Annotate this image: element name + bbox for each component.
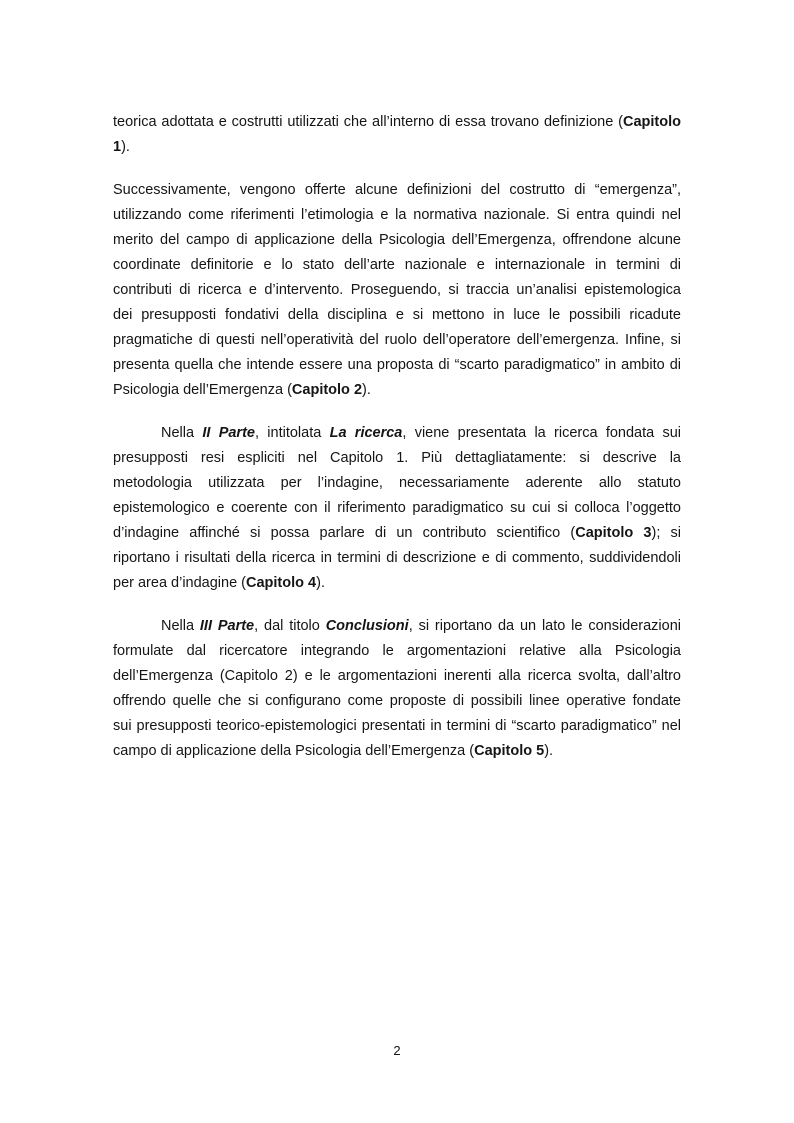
text-run: ). [362, 382, 371, 398]
text-run: per area d’indagine ( [113, 575, 247, 591]
text-line: offrendo quelle che si configurano come proposte di possibili linee operative fondate [113, 693, 681, 709]
text-run: Psicologia dell’Emergenza ( [113, 382, 292, 398]
bold-italic-text: Conclusioni [325, 618, 409, 634]
text-line [113, 571, 681, 596]
bold-italic-text: III Parte [199, 618, 255, 634]
text-line [113, 135, 681, 160]
text-line [113, 378, 681, 403]
text-run: teorica adottata e costrutti utilizzati che all’interno di essa trovano definizione ( [113, 114, 623, 130]
bold-text: Capitolo 2 [291, 382, 363, 398]
text-run: Nella [161, 618, 200, 634]
bold-italic-text: II Parte [202, 425, 255, 441]
bold-text: Capitolo [623, 114, 681, 130]
text-run: , intitolata [254, 425, 330, 441]
text-run: ). [544, 743, 554, 759]
text-line: contributi di ricerca e d’intervento. Proseguendo, si traccia un’analisi epistemologica [113, 282, 681, 298]
paragraph [113, 614, 681, 764]
text-line: epistemologico e coerente con il riferimento paradigmatico su cui si colloca l’oggetto [113, 500, 681, 516]
text-run: , viene presentata la ricerca fondata sui [402, 425, 682, 441]
text-line: presenta quella che intende essere una proposta di “scarto paradigmatico” in ambito di [113, 357, 681, 373]
text-line: metodologia utilizzata per l’indagine, necessariamente aderente allo statuto [113, 475, 681, 491]
bold-text: Capitolo 5 [474, 743, 545, 759]
text-run: d’indagine affinché si possa parlare di un contributo scientifico ( [113, 525, 576, 541]
text-line: pragmatiche di questi nell’operatività del ruolo dell’operatore dell’emergenza. Infine, si [113, 332, 681, 348]
text-line: sui presupposti teorico-epistemologici presentati in termini di “scarto paradigmatico” nel [113, 718, 681, 734]
text-line [113, 521, 681, 546]
text-line: coordinate definitorie e lo stato dell’arte nazionale e internazionale in termini di [113, 257, 681, 273]
text-line [113, 421, 681, 446]
text-line [113, 739, 681, 764]
text-line: dei presupposti fondativi della disciplina e si mettono in luce le possibili ricadute [113, 307, 681, 323]
text-line [113, 110, 681, 135]
text-line: dell’Emergenza (Capitolo 2) e le argomentazioni inerenti alla ricerca svolta, dall’altro [113, 668, 681, 684]
bold-italic-text: La ricerca [329, 425, 403, 441]
bold-text: 1 [113, 139, 122, 155]
body-text [113, 110, 681, 782]
text-line: formulate dal ricercatore integrando le argomentazioni relative alla Psicologia [113, 643, 681, 659]
text-run: Nella [161, 425, 203, 441]
text-line [113, 614, 681, 639]
text-run: ); si [651, 525, 682, 541]
page-number: 2 [393, 1043, 401, 1058]
paragraph [113, 178, 681, 403]
paragraph [113, 421, 681, 596]
text-line: utilizzando come riferimenti l’etimologia e la normativa nazionale. Si entra quindi nel [113, 207, 681, 223]
text-line: Successivamente, vengono offerte alcune definizioni del costrutto di “emergenza”, [113, 182, 681, 198]
text-run: ). [316, 575, 325, 591]
text-line: riportano i risultati della ricerca in termini di descrizione e di commento, suddividendoli [113, 550, 681, 566]
text-run: , si riportano da un lato le considerazioni [408, 618, 682, 634]
paragraph [113, 110, 681, 160]
text-run: , dal titolo [254, 618, 326, 634]
bold-text: Capitolo 4 [246, 575, 317, 591]
text-line: presupposti resi espliciti nel Capitolo 1. Più dettagliatamente: si descrive la [113, 450, 681, 466]
text-run: ). [121, 139, 130, 155]
text-run: campo di applicazione della Psicologia dell’Emergenza ( [113, 743, 475, 759]
text-line: merito del campo di applicazione della Psicologia dell’Emergenza, offrendone alcune [113, 232, 681, 248]
bold-text: Capitolo 3 [575, 525, 652, 541]
